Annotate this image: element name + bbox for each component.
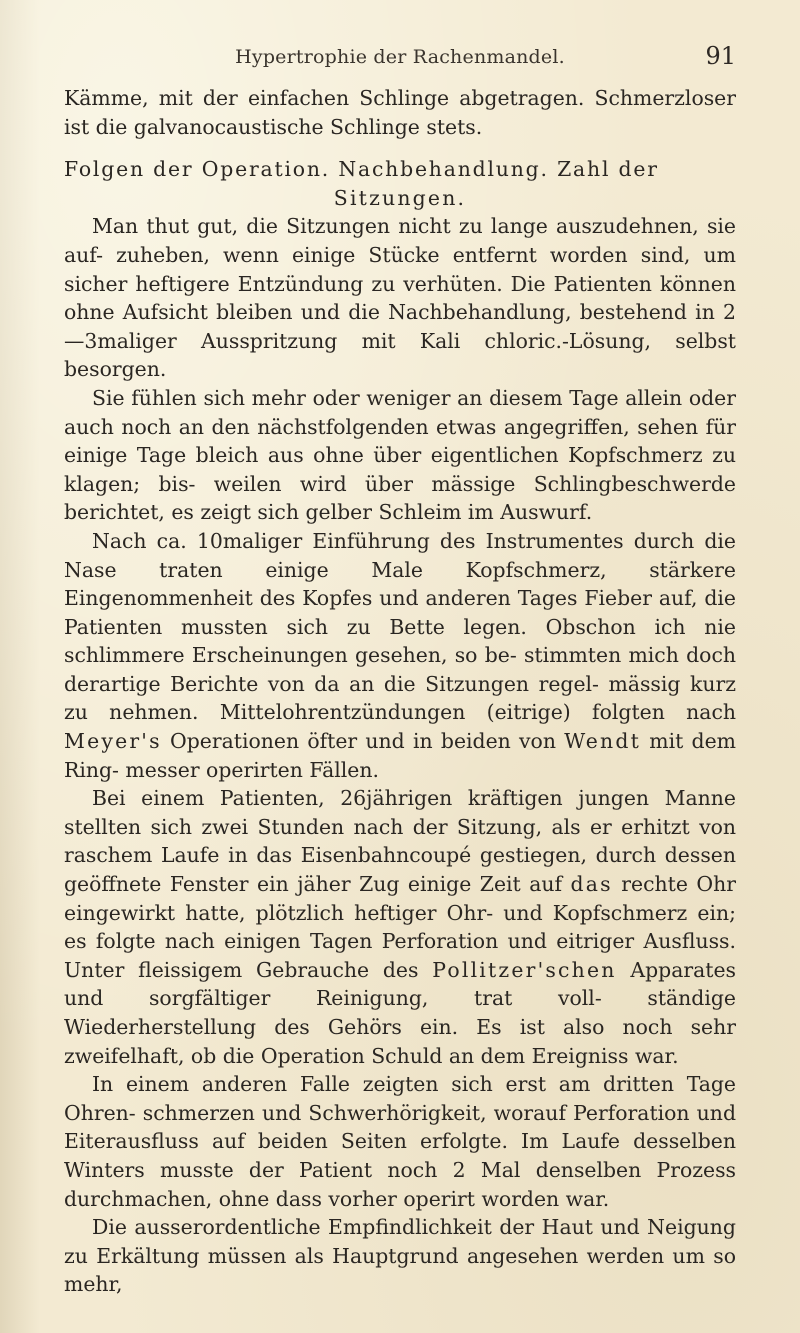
- section-heading-line2: Sitzungen.: [333, 185, 467, 210]
- emphasized-word: das: [570, 872, 613, 897]
- text-run: Bei einem Patienten, 26jährigen kräftigen jungen Manne stellten sich zwei Stunden nach der Sitzung, als er erhitzt von raschem Laufe in das Eisenbahncoupé gestiegen, durch dessen geöffnete Fenster ein jäher Zug einige Zeit auf: [64, 786, 736, 897]
- paragraph: Man thut gut, die Sitzungen nicht zu lange auszudehnen, sie auf- zuheben, wenn einige Stücke entfernt worden sind, um sicher heftigere Entzündung zu verhüten. Die Patienten können ohne Aufsicht bleiben und die Nachbehandlung, bestehend in 2—3maliger Ausspritzung mit Kali chloric.-Lösung, selbst besorgen.: [64, 214, 736, 382]
- text-run: rechte Ohr eingewirkt hatte, plötzlich heftiger Ohr- und Kopfschmerz ein; es folgte nach einigen Tagen Perforation und eitriger Ausfluss. Unter fleissigem Gebrauche des: [64, 872, 736, 982]
- section-heading: [64, 155, 736, 212]
- page-number: 91: [705, 42, 736, 70]
- text-run: Nach ca. 10maliger Einführung des Instrumentes durch die Nase traten einige Male Kopfschmerz, stärkere Eingenommenheit des Kopfes und anderen Tages Fieber auf, die Patienten mussten sich zu Bette legen. Obschon ich nie schlimmere Erscheinungen gesehen, so be- stimmten mich doch derartige Berichte von da an die Sitzungen regel- mässig kurz zu nehmen. Mittelohrentzündungen (eitrige) folgten nach: [64, 528, 736, 725]
- paragraph: Sie fühlen sich mehr oder weniger an diesem Tage allein oder auch noch an den nächstfolgenden etwas angegriffen, sehen für einige Tage bleich aus ohne über eigentlichen Kopfschmerz zu klagen; bis- weilen wird über mässige Schlingbeschwerde berichtet, es zeigt sich gelber Schleim im Auswurf.: [64, 385, 736, 525]
- running-head: [64, 44, 736, 84]
- paragraph: Die ausserordentliche Empfindlichkeit der Haut und Neigung zu Erkältung müssen als Hauptgrund angesehen werden um so mehr,: [64, 1215, 736, 1297]
- book-page: [64, 44, 736, 1299]
- body-text: [64, 84, 736, 1299]
- paragraph: In einem anderen Falle zeigten sich erst am dritten Tage Ohren- schmerzen und Schwerhörigkeit, worauf Perforation und Eiterausfluss auf beiden Seiten erfolgte. Im Laufe desselben Winters musste der Patient noch 2 Mal denselben Prozess durchmachen, ohne dass vorher operirt worden war.: [64, 1072, 736, 1211]
- paragraph: [64, 527, 736, 784]
- paragraph-continuation: Kämme, mit der einfachen Schlinge abgetragen. Schmerzloser ist die galvanocaustische Schlinge stets.: [64, 86, 736, 139]
- author-name: Pollitzer'schen: [432, 957, 617, 982]
- author-name: Wendt: [564, 729, 641, 754]
- text-run: mit dem Ring- messer operirten Fällen.: [64, 729, 737, 782]
- running-title: Hypertrophie der Rachenmandel.: [235, 46, 565, 68]
- text-run: Apparates und sorgfältiger Reinigung, trat voll- ständige Wiederherstellung des Gehörs ein. Es ist also noch sehr zweifelhaft, ob die Operation Schuld an dem Ereigniss war.: [64, 957, 737, 1068]
- section-heading-line1: Folgen der Operation. Nachbehandlung. Zahl der: [64, 157, 659, 182]
- author-name: Meyer's: [64, 729, 162, 754]
- text-run: Operationen öfter und in beiden von: [170, 729, 556, 754]
- paragraph: [64, 784, 736, 1070]
